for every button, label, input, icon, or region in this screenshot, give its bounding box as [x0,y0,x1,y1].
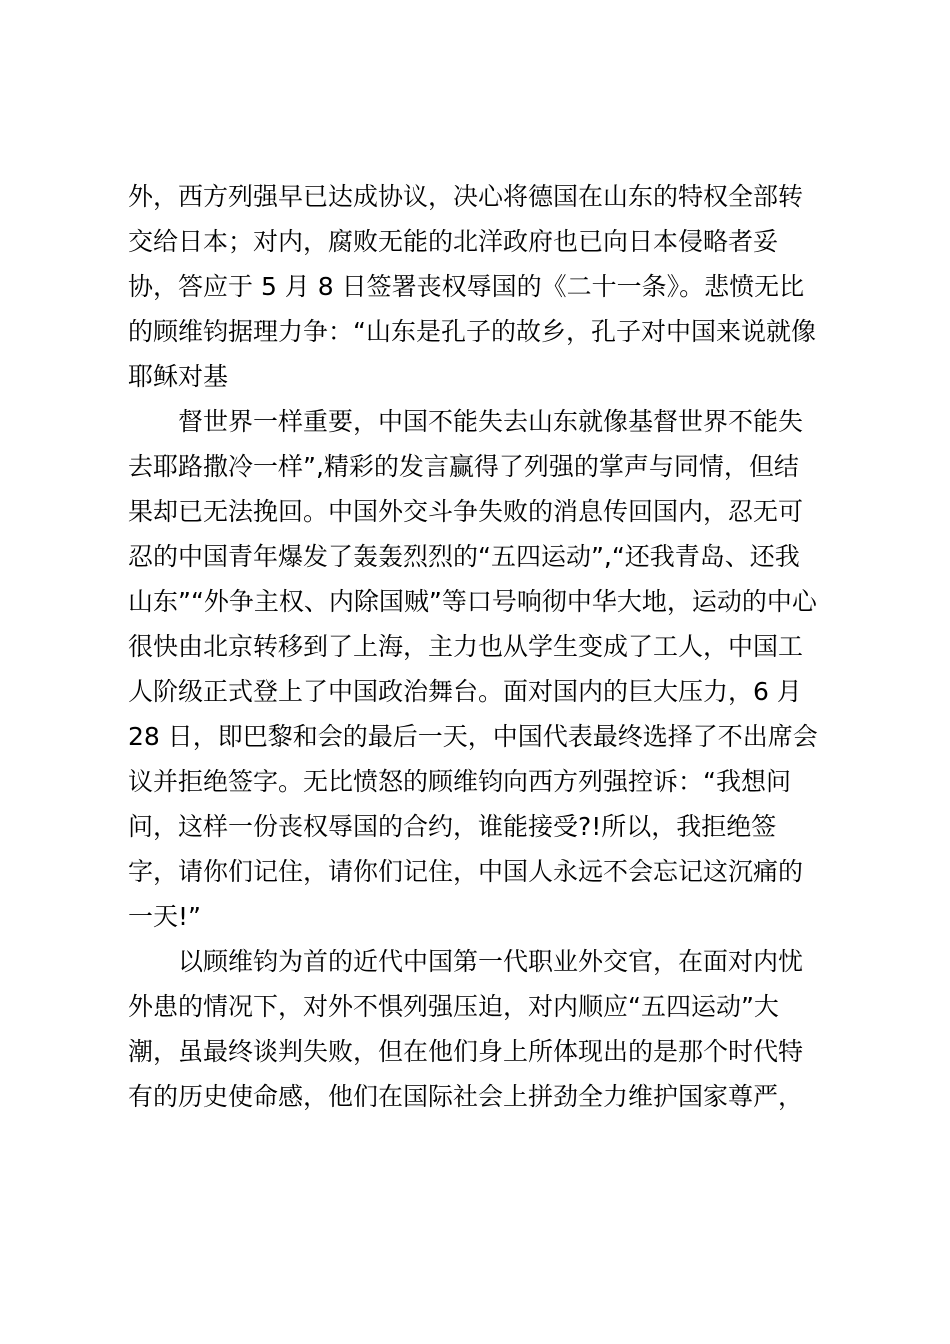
text-line: 一天!” [128,902,201,931]
text-line: 山东”“外争主权、内除国贼”等口号响彻中华大地，运动的中心 [128,587,817,616]
text-line: 28 日，即巴黎和会的最后一天，中国代表最终选择了不出席会 [128,722,818,751]
text-line: 忍的中国青年爆发了轰轰烈烈的“五四运动”,“还我青岛、还我 [128,542,800,571]
body-text [128,174,840,1119]
text-line: 督世界一样重要，中国不能失去山东就像基督世界不能失 [178,407,804,436]
text-line: 的顾维钧据理力争：“山东是孔子的故乡，孔子对中国来说就像 [128,317,816,346]
text-line: 去耶路撒冷一样”,精彩的发言赢得了列强的掌声与同情，但结 [128,452,799,481]
text-line: 字，请你们记住，请你们记住，中国人永远不会忘记这沉痛的 [128,857,804,886]
text-line: 以顾维钧为首的近代中国第一代职业外交官，在面对内忧 [178,947,804,976]
text-line: 外患的情况下，对外不惧列强压迫，对内顺应“五四运动”大 [128,992,779,1021]
text-line: 果却已无法挽回。中国外交斗争失败的消息传回国内，忍无可 [128,497,804,526]
text-line: 很快由北京转移到了上海，主力也从学生变成了工人，中国工 [128,632,804,661]
text-line: 交给日本；对内，腐败无能的北洋政府也已向日本侵略者妥 [128,227,779,256]
text-line: 耶稣对基 [128,362,229,391]
text-line: 协，答应于 5 月 8 日签署丧权辱国的《二十一条》。悲愤无比 [128,272,805,301]
text-line: 有的历史使命感，他们在国际社会上拼劲全力维护国家尊严， [128,1082,804,1111]
text-line: 潮，虽最终谈判失败，但在他们身上所体现出的是那个时代特 [128,1037,804,1066]
text-line: 人阶级正式登上了中国政治舞台。面对国内的巨大压力，6 月 [128,677,802,706]
text-line: 问，这样一份丧权辱国的合约，谁能接受?!所以，我拒绝签 [128,812,777,841]
text-line: 外，西方列强早已达成协议，决心将德国在山东的特权全部转 [128,182,804,211]
text-line: 议并拒绝签字。无比愤怒的顾维钧向西方列强控诉：“我想问 [128,767,791,796]
